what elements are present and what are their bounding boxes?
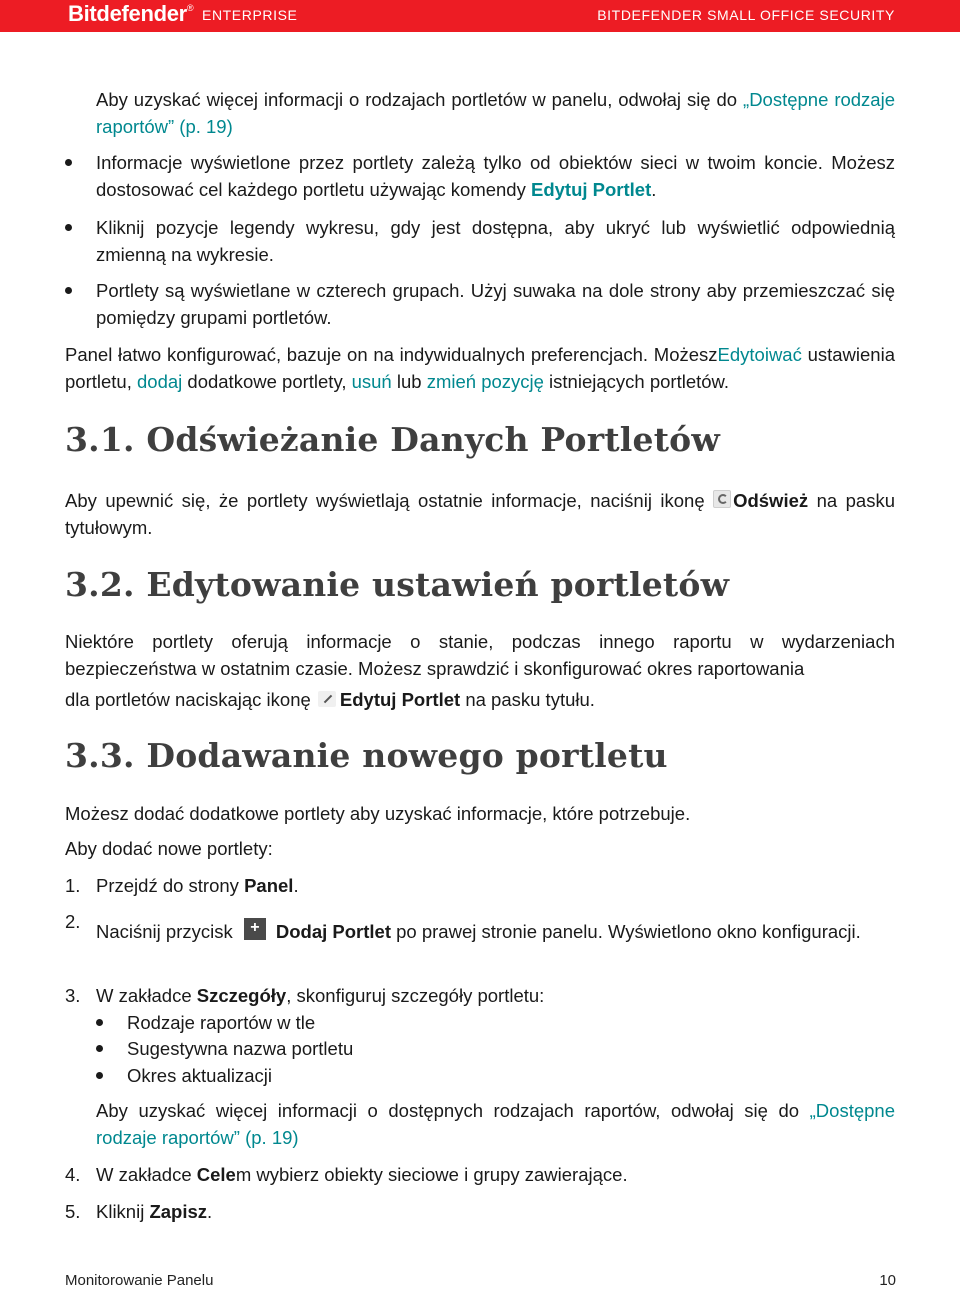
section-heading-3-1: 3.1. Odświeżanie Danych Portletów [65, 420, 720, 459]
remove-link[interactable]: usuń [351, 371, 392, 392]
text: ustawienia portletu, [65, 344, 895, 392]
bullet-dot [96, 1045, 103, 1052]
text: , skonfiguruj szczegóły portletu: [286, 985, 545, 1006]
add-portlet-intro: Możesz dodać dodatkowe portlety aby uzyskać informacje, które potrzebuje. [65, 803, 691, 824]
step-number: 5. [65, 1201, 81, 1222]
page-header [0, 0, 960, 32]
bullet-item: Kliknij pozycje legendy wykresu, gdy jest dostępna, aby ukryć lub wyświetlić odpowiednią zmienną na wykresie. [96, 217, 895, 265]
bullet-dot [96, 1072, 103, 1079]
brand-name: Bitdefender [68, 1, 187, 26]
text: . [207, 1201, 213, 1222]
bullet-item [96, 149, 895, 203]
available-reports-link[interactable]: „Dostępne rodzaje raportów” (p. 19) [96, 89, 895, 137]
bullet-dot [65, 159, 72, 166]
text: na pasku tytułu. [460, 689, 595, 710]
text: po prawej stronie panelu. Wyświetlono okno konfiguracji. [390, 921, 861, 942]
panel-label: Panel [244, 875, 294, 896]
text: Aby upewnić się, że portlety wyświetlają ostatnie informacje, naciśnij ikonę [65, 490, 714, 511]
bitdefender-logo [68, 1, 193, 27]
footer-section-title: Monitorowanie Panelu [65, 1272, 214, 1289]
plus-icon: + [244, 918, 266, 940]
sub-item: Okres aktualizacji [127, 1065, 272, 1086]
edition-label: ENTERPRISE [202, 7, 298, 23]
step-5 [96, 1198, 895, 1225]
text: m wybierz obiekty sieciowe i grupy zawierające. [235, 1164, 628, 1185]
step-number: 2. [65, 911, 81, 932]
pencil-icon [318, 691, 336, 707]
edit-portlet-link[interactable]: Edytuj Portlet [531, 179, 652, 200]
step-number: 4. [65, 1164, 81, 1185]
text: Kliknij [96, 1201, 150, 1222]
intro-paragraph [96, 86, 895, 140]
edit-settings-paragraph: Niektóre portlety oferują informacje o stanie, podczas innego raportu w wydarzeniach bezpieczeństwa w ostatnim czasie. Możesz sprawdzić i skonfigurować okres raportowania [65, 631, 895, 679]
bullet-text: Informacje wyświetlone przez portlety zależą tylko od obiektów sieci w twoim koncie. Możesz dostosować cel każdego portletu używając komendy [96, 152, 895, 200]
bullet-dot [65, 287, 72, 294]
step-4 [96, 1161, 895, 1188]
text: dodatkowe portlety, [182, 371, 352, 392]
panel-config-paragraph [65, 341, 895, 395]
add-portlet-label: Dodaj Portlet [275, 921, 391, 942]
edit-portlet-label: Edytuj Portlet [339, 689, 461, 710]
save-label: Zapisz [149, 1201, 208, 1222]
available-reports-link[interactable]: „Dostępne rodzaje raportów” (p. 19) [96, 1100, 895, 1148]
footer-page-number: 10 [879, 1272, 896, 1289]
change-position-link[interactable]: zmień pozycję [426, 371, 544, 392]
text: istniejących portletów. [543, 371, 730, 392]
step-number: 3. [65, 985, 81, 1006]
brand-registered-mark: ® [186, 3, 194, 13]
details-tab-label: Szczegóły [196, 985, 287, 1006]
bullet-end: . [651, 179, 657, 200]
refresh-label: Odśwież [733, 490, 809, 511]
product-name: BITDEFENDER SMALL OFFICE SECURITY [597, 7, 895, 23]
edit-settings-line [65, 686, 895, 713]
text: na pasku tytułowym. [65, 490, 895, 538]
text: W zakładce [96, 1164, 197, 1185]
sub-item: Rodzaje raportów w tle [127, 1012, 316, 1033]
text: Naciśnij przycisk [96, 921, 238, 942]
step-number: 1. [65, 875, 81, 896]
section-heading-3-3: 3.3. Dodawanie nowego portletu [65, 736, 668, 775]
text: dla portletów naciskając ikonę [65, 689, 316, 710]
refresh-paragraph [65, 487, 895, 541]
step-2 [96, 918, 895, 945]
bullet-dot [65, 224, 72, 231]
add-portlet-steps-intro: Aby dodać nowe portlety: [65, 838, 273, 859]
text: . [293, 875, 299, 896]
note-paragraph [96, 1097, 895, 1151]
add-link[interactable]: dodaj [137, 371, 183, 392]
refresh-icon [713, 490, 731, 508]
sub-item: Sugestywna nazwa portletu [127, 1038, 354, 1059]
step-3 [96, 982, 895, 1009]
text: Przejdź do strony [96, 875, 245, 896]
bullet-item: Portlety są wyświetlane w czterech grupach. Użyj suwaka na dole strony aby przemieszczać się pomiędzy grupami portletów. [96, 280, 895, 328]
bullet-dot [96, 1019, 103, 1026]
intro-text: Aby uzyskać więcej informacji o rodzajach portletów w panelu, odwołaj się do [96, 89, 744, 110]
text: Panel łatwo konfigurować, bazuje on na indywidualnych preferencjach. Możesz [65, 344, 718, 365]
text: W zakładce [96, 985, 197, 1006]
step-1 [96, 872, 895, 899]
section-heading-3-2: 3.2. Edytowanie ustawień portletów [65, 565, 730, 604]
targets-tab-label: Cele [196, 1164, 236, 1185]
text: Aby uzyskać więcej informacji o dostępnych rodzajach raportów, odwołaj się do [96, 1100, 810, 1121]
text: lub [391, 371, 427, 392]
edit-link[interactable]: Edytoiwać [717, 344, 802, 365]
